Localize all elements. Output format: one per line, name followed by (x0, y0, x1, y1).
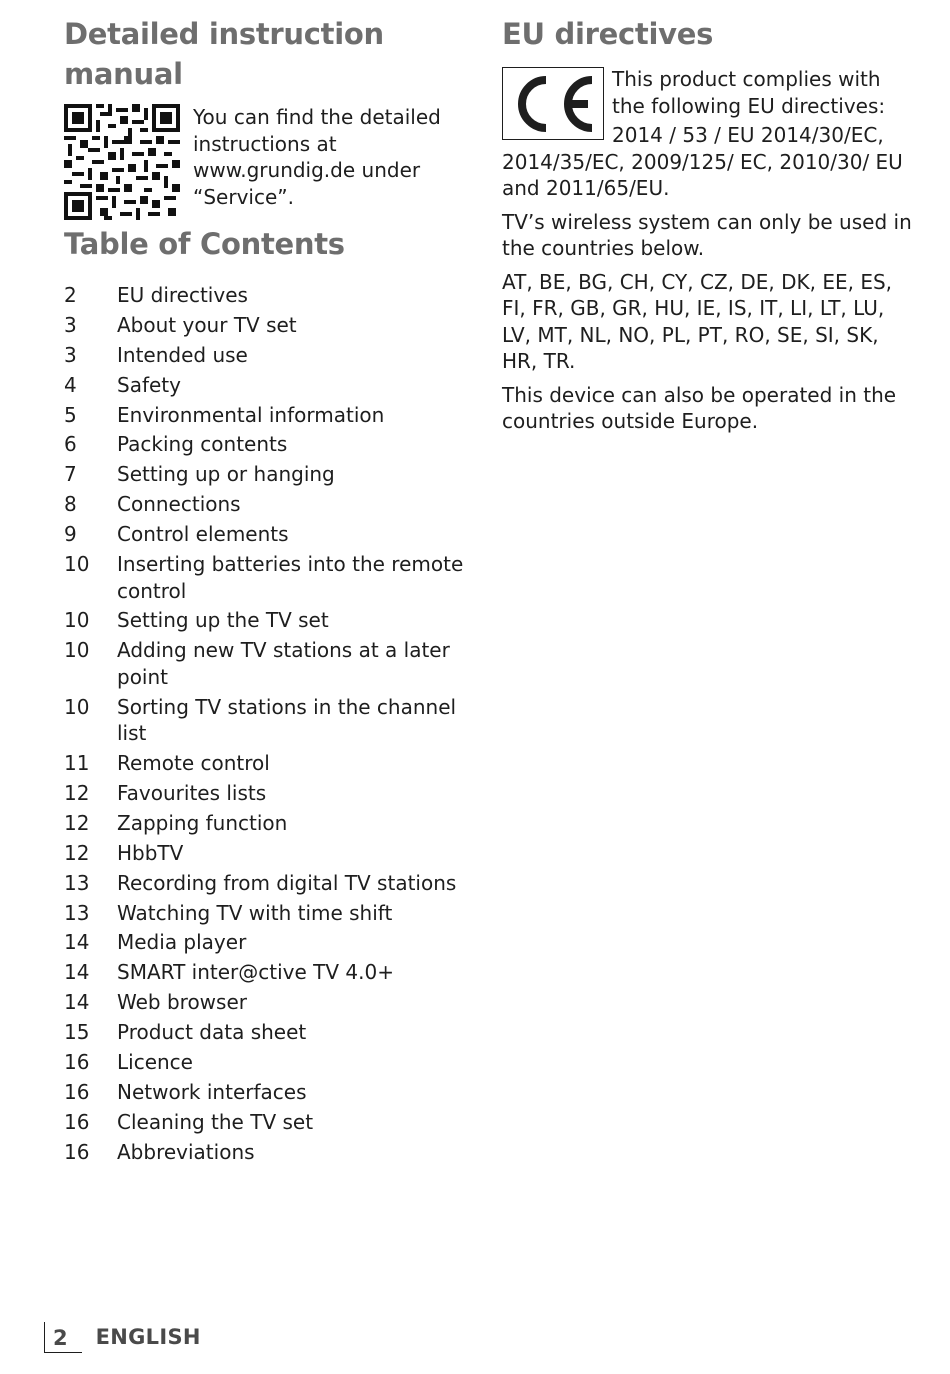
page-footer (44, 1320, 201, 1354)
toc-label: Zapping function (117, 810, 288, 835)
toc-label: Remote control (117, 751, 270, 776)
toc-page-number: 12 (64, 780, 90, 805)
toc-label: Packing contents (117, 432, 288, 457)
toc-label: Adding new TV stations at a later point (117, 638, 450, 689)
toc-list (64, 282, 474, 1165)
toc-item (64, 870, 474, 897)
toc-label: Favourites lists (117, 780, 267, 805)
toc-label: About your TV set (117, 312, 297, 337)
ce-mark-text: CE (506, 71, 508, 73)
toc-label: Cleaning the TV set (117, 1109, 314, 1134)
toc-item (64, 372, 474, 399)
toc-label: Control elements (117, 522, 289, 547)
toc-item (64, 780, 474, 807)
toc-item (64, 810, 474, 837)
countries-list: AT, BE, BG, CH, CY, CZ, DE, DK, EE, ES, FI, FR, GB, GR, HU, IE, IS, IT, LI, LT, LU, LV, MT, NL, NO, PL, PT, RO, SE, SI, SK, HR, TR. (502, 269, 893, 373)
toc-item (64, 402, 474, 429)
toc-item (64, 1139, 474, 1166)
toc-item (64, 342, 474, 369)
footer-language: ENGLISH (95, 1325, 201, 1349)
toc-label: HbbTV (117, 840, 184, 865)
toc-label: Sorting TV stations in the channel list (117, 694, 457, 746)
toc-item (64, 637, 474, 690)
manual-heading: Detailed instruction manual (64, 17, 384, 91)
toc-item (64, 1109, 474, 1136)
toc-item (64, 491, 474, 518)
page-number: 2 (44, 1322, 82, 1353)
toc-item (64, 431, 474, 458)
manual-block (64, 104, 474, 224)
toc-label: Recording from digital TV stations (117, 870, 457, 895)
toc-item (64, 551, 474, 604)
toc-page-number: 14 (64, 930, 90, 955)
toc-page-number: 4 (64, 372, 77, 397)
toc-item (64, 750, 474, 777)
toc-page-number: 15 (64, 1020, 90, 1045)
toc-item (64, 989, 474, 1016)
toc-item (64, 959, 474, 986)
toc-page-number: 5 (64, 402, 77, 427)
toc-label: Licence (117, 1049, 193, 1074)
right-column (502, 14, 917, 442)
eu-intro: This product complies with the following EU directives: (612, 67, 886, 118)
ce-block (502, 66, 917, 209)
toc-item (64, 1079, 474, 1106)
toc-label: Inserting batteries into the remote control (117, 552, 464, 603)
qr-code-icon (64, 104, 180, 220)
toc-item (64, 1049, 474, 1076)
toc-label: Setting up the TV set (117, 608, 329, 633)
eu-directives: 2014 / 53 / EU 2014/30/EC, 2014/35/EC, 2009/125/ EC, 2010/30/ EU and 2011/65/EU. (502, 123, 903, 200)
toc-item (64, 694, 474, 747)
toc-page-number: 13 (64, 900, 90, 925)
toc-label: Network interfaces (117, 1079, 307, 1104)
outside-europe-text: This device can also be operated in the countries outside Europe. (502, 382, 897, 433)
toc-label: Media player (117, 930, 247, 955)
toc-label: SMART inter@ctive TV 4.0+ (117, 960, 394, 985)
toc-label: Web browser (117, 990, 247, 1015)
wireless-text: TV’s wireless system can only be used in the countries below. (502, 209, 912, 260)
toc-page-number: 14 (64, 990, 90, 1015)
toc-page-number: 16 (64, 1049, 90, 1074)
toc-page-number: 6 (64, 432, 77, 457)
toc-item (64, 929, 474, 956)
toc-item (64, 282, 474, 309)
toc-page-number: 9 (64, 522, 77, 547)
toc-label: Product data sheet (117, 1020, 307, 1045)
toc-page-number: 10 (64, 608, 90, 633)
toc-label: EU directives (117, 283, 248, 307)
toc-page-number: 10 (64, 552, 90, 577)
toc-page-number: 16 (64, 1079, 90, 1104)
toc-heading: Table of Contents (64, 227, 345, 261)
toc-label: Connections (117, 492, 241, 517)
toc-item (64, 1019, 474, 1046)
toc-item (64, 840, 474, 867)
toc-page-number: 2 (64, 283, 77, 307)
toc-page-number: 16 (64, 1109, 90, 1134)
toc-page-number: 13 (64, 870, 90, 895)
toc-page-number: 16 (64, 1139, 90, 1164)
eu-heading: EU directives (502, 17, 714, 51)
left-column (64, 14, 474, 1169)
toc-page-number: 12 (64, 810, 90, 835)
toc-item (64, 461, 474, 488)
toc-label: Abbreviations (117, 1139, 255, 1164)
toc-label: Setting up or hanging (117, 462, 335, 487)
ce-mark (502, 67, 604, 140)
toc-page-number: 11 (64, 751, 90, 776)
toc-page-number: 3 (64, 312, 77, 337)
toc-page-number: 7 (64, 462, 77, 487)
toc-page-number: 12 (64, 840, 90, 865)
toc-label: Safety (117, 372, 181, 397)
toc-item (64, 312, 474, 339)
toc-label: Environmental information (117, 402, 385, 427)
toc-label: Intended use (117, 342, 248, 367)
toc-label: Watching TV with time shift (117, 900, 393, 925)
toc-page-number: 10 (64, 638, 90, 663)
manual-text: You can find the detailed instructions at www.grundig.de under “Service”. (193, 105, 441, 209)
toc-page-number: 8 (64, 492, 77, 517)
ce-mark-icon (506, 72, 600, 136)
toc-item (64, 900, 474, 927)
toc-page-number: 3 (64, 342, 77, 367)
toc-item (64, 521, 474, 548)
toc-page-number: 10 (64, 694, 90, 719)
toc-page-number: 14 (64, 960, 90, 985)
toc-item (64, 607, 474, 634)
